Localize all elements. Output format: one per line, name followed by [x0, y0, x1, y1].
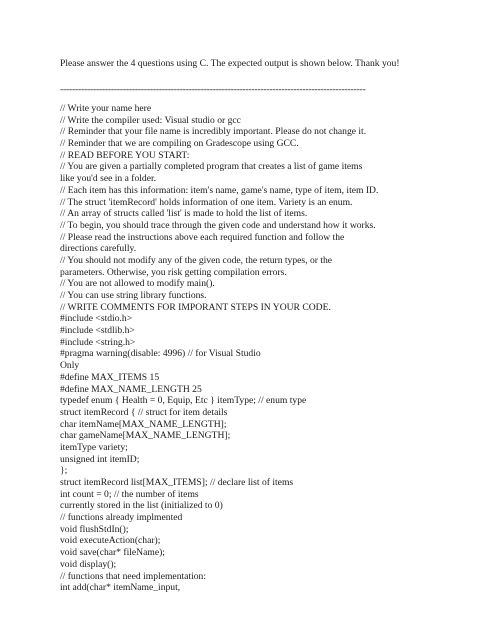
code-line: // The struct 'itemRecord' holds information of one item. Variety is an enum. — [60, 196, 353, 208]
code-line: // To begin, you should trace through the given code and understand how it works. — [60, 219, 376, 231]
code-line: typedef enum { Health = 0, Equip, Etc } itemType; // enum type — [60, 395, 307, 407]
code-line: char itemName[MAX_NAME_LENGTH]; — [60, 418, 227, 430]
code-line: #include <stdlib.h> — [60, 325, 135, 337]
code-line: // Write the compiler used: Visual studio or gcc — [60, 114, 241, 126]
code-line: // Reminder that we are compiling on Gradescope using GCC. — [60, 138, 299, 150]
code-line: currently stored in the list (initialized to 0) — [60, 500, 223, 512]
code-line: void executeAction(char); — [60, 535, 161, 547]
code-line: // functions that need implementation: — [60, 570, 207, 582]
code-line: struct itemRecord { // struct for item details — [60, 406, 228, 418]
code-line: // Reminder that your file name is incredibly important. Please do not change it. — [60, 126, 367, 138]
code-line: // READ BEFORE YOU START: — [60, 149, 190, 161]
code-line: // You can use string library functions. — [60, 290, 207, 301]
code-line: // WRITE COMMENTS FOR IMPORANT STEPS IN YOUR CODE. — [60, 301, 331, 313]
dashed-divider: ------------------------------------------------------------------------------------------------------ — [60, 84, 366, 95]
code-line: void display(); — [60, 558, 117, 570]
code-line: char gameName[MAX_NAME_LENGTH]; — [60, 430, 231, 442]
code-line: #define MAX_ITEMS 15 — [60, 371, 160, 383]
code-line: // An array of structs called 'list' is made to hold the list of items. — [60, 208, 308, 220]
code-line: // Each item has this information: item's name, game's name, type of item, item ID. — [60, 184, 379, 196]
code-line: // Please read the instructions above each required function and follow the — [60, 231, 345, 243]
code-line: Only — [60, 360, 80, 372]
code-line: #define MAX_NAME_LENGTH 25 — [60, 383, 202, 395]
code-line: like you'd see in a folder. — [60, 173, 157, 185]
code-line: parameters. Otherwise, you risk getting compilation errors. — [60, 266, 287, 278]
code-line: // functions already implmented — [60, 512, 183, 524]
intro-text: Please answer the 4 questions using C. The expected output is shown below. Thank you! — [60, 58, 400, 69]
code-line: #include <string.h> — [60, 336, 136, 348]
code-line: int count = 0; // the number of items — [60, 488, 199, 500]
code-line: // You are not allowed to modify main(). — [60, 278, 215, 290]
code-line: itemType variety; — [60, 441, 128, 453]
code-line: // You are given a partially completed program that creates a list of game items — [60, 161, 363, 173]
code-line: void flushStdIn(); — [60, 523, 129, 535]
code-line: int add(char* itemName_input, — [60, 582, 181, 594]
code-line: struct itemRecord list[MAX_ITEMS]; // declare list of items — [60, 477, 294, 488]
code-line: }; — [60, 465, 68, 477]
code-line: void save(char* fileName); — [60, 547, 165, 559]
code-listing — [60, 103, 450, 594]
code-line: #include <stdio.h> — [60, 313, 133, 325]
code-line: // Write your name here — [60, 103, 152, 114]
code-line: // You should not modify any of the given code, the return types, or the — [60, 254, 333, 266]
code-line: unsigned int itemID; — [60, 453, 140, 465]
code-line: #pragma warning(disable: 4996) // for Visual Studio — [60, 348, 261, 360]
code-line: directions carefully. — [60, 243, 137, 255]
